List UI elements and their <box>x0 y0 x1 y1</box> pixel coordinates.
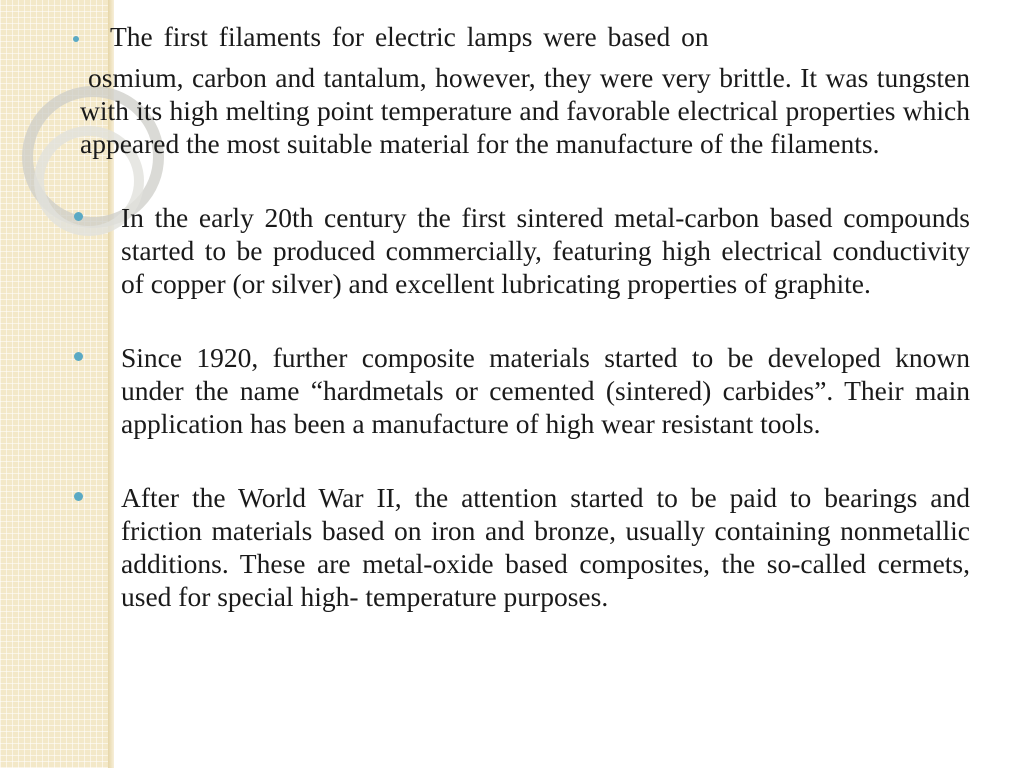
paragraph-4: After the World War II, the attention started to be paid to bearings and friction materials based on iron and bronze, usually containing nonmetallic additions. These are metal-oxide based composites, the so-called cermets, used for special high- temperature purposes. <box>121 482 970 612</box>
paragraph-3: Since 1920, further composite materials started to be developed known under the name “hardmetals or cemented (sintered) carbides”. Their main application has been a manufacture of high wear resistant tools. <box>121 342 970 439</box>
bullet-dot-icon <box>74 212 83 221</box>
paragraph-1-first-line: The first filaments for electric lamps were based on <box>110 21 709 52</box>
bullet-dot-icon <box>74 492 83 501</box>
paragraph-1-body: osmium, carbon and tantalum, however, they were very brittle. It was tungsten with its high melting point temperature and favorable electrical properties which appeared the most suitable material for the manufacture of the filaments. <box>80 62 970 159</box>
bullet-dot-icon <box>74 352 83 361</box>
paragraph-2: In the early 20th century the first sintered metal-carbon based compounds started to be produced commercially, featuring high electrical conductivity of copper (or silver) and excellent lubricating properties of graphite. <box>121 202 970 299</box>
bullet-dot-icon <box>73 36 79 42</box>
